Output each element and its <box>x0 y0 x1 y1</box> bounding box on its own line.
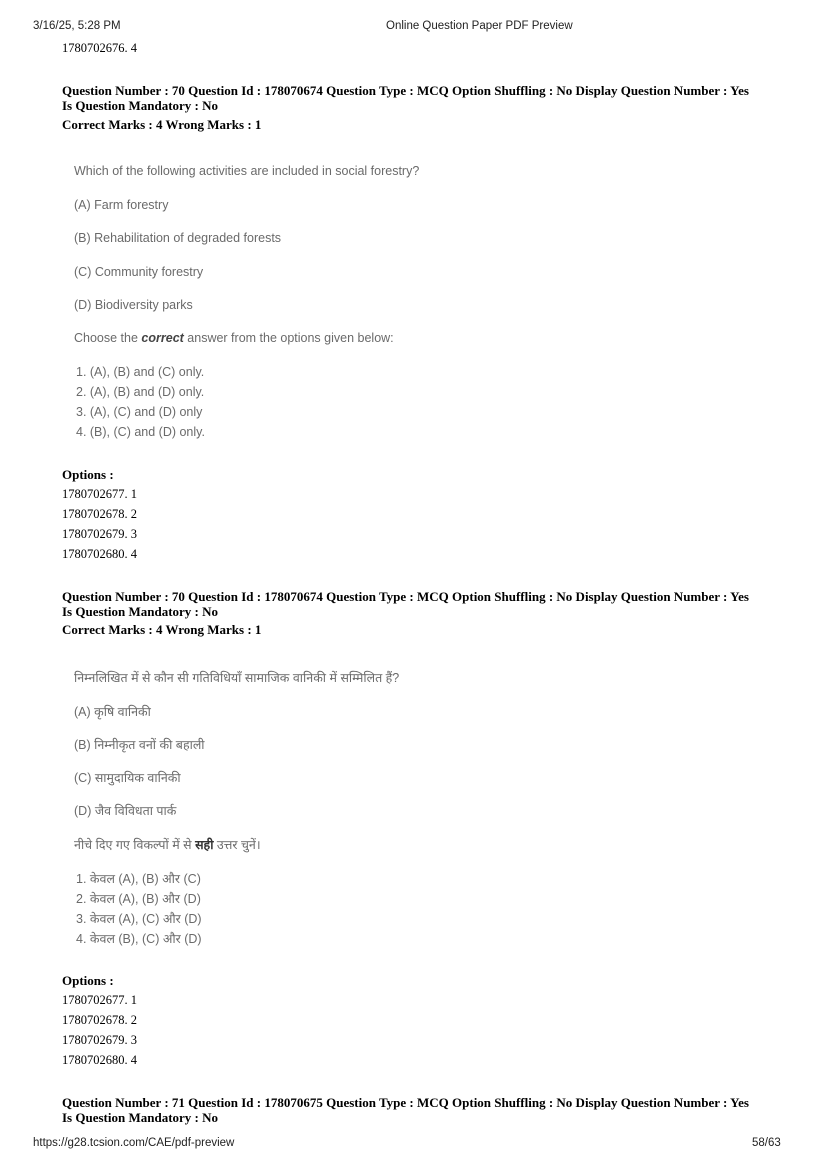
previous-option: 1780702676. 4 <box>62 41 137 55</box>
option-id: 1780702679. 3 <box>62 527 137 541</box>
question-meta-1: Question Number : 70 Question Id : 178070674 Question Type : MCQ Option Shuffling : No Display Question Number : Yes <box>62 83 749 98</box>
question-text: निम्नलिखित में से कौन सी गतिविधियाँ सामाजिक वानिकी में सम्मिलित हैं? <box>74 671 400 685</box>
print-title: Online Question Paper PDF Preview <box>386 20 573 32</box>
option-id: 1780702679. 3 <box>62 1033 137 1047</box>
question-mandatory: Is Question Mandatory : No <box>62 98 219 113</box>
answer-choice: 2. (A), (B) and (D) only. <box>76 385 205 399</box>
question-item: (A) Farm forestry <box>74 198 169 212</box>
option-id: 1780702680. 4 <box>62 1053 137 1067</box>
answer-choice: 3. (A), (C) and (D) only <box>76 405 203 419</box>
question-text: Which of the following activities are included in social forestry? <box>74 164 420 178</box>
question-marks: Correct Marks : 4 Wrong Marks : 1 <box>62 117 262 132</box>
option-id: 1780702680. 4 <box>62 547 137 561</box>
question-item: (B) निम्नीकृत वनों की बहाली <box>74 738 205 752</box>
print-datetime: 3/16/25, 5:28 PM <box>33 20 121 32</box>
question-item: (A) कृषि वानिकी <box>74 705 151 719</box>
option-id: 1780702678. 2 <box>62 1013 137 1027</box>
question-item: (B) Rehabilitation of degraded forests <box>74 231 282 245</box>
answer-choice: 1. केवल (A), (B) और (C) <box>76 872 201 886</box>
page-url: https://g28.tcsion.com/CAE/pdf-preview <box>33 1137 235 1149</box>
question-meta-1: Question Number : 70 Question Id : 178070674 Question Type : MCQ Option Shuffling : No Display Question Number : Yes <box>62 589 749 604</box>
question-marks: Correct Marks : 4 Wrong Marks : 1 <box>62 622 262 637</box>
option-id: 1780702677. 1 <box>62 487 137 501</box>
answer-choice: 2. केवल (A), (B) और (D) <box>76 892 201 906</box>
answer-choice: 4. (B), (C) and (D) only. <box>76 425 205 439</box>
page-number: 58/63 <box>752 1137 781 1149</box>
option-id: 1780702678. 2 <box>62 507 137 521</box>
question-mandatory: Is Question Mandatory : No <box>62 604 219 619</box>
question-item: (C) Community forestry <box>74 265 204 279</box>
choose-instruction: नीचे दिए गए विकल्पों में से सही उत्तर चुनें। <box>74 838 261 852</box>
option-id: 1780702677. 1 <box>62 993 137 1007</box>
question-item: (D) Biodiversity parks <box>74 298 193 312</box>
answer-choice: 4. केवल (B), (C) और (D) <box>76 932 202 946</box>
question-item: (D) जैव विविधता पार्क <box>74 804 177 818</box>
options-label: Options : <box>62 467 114 482</box>
answer-choice: 1. (A), (B) and (C) only. <box>76 365 205 379</box>
question-meta-1: Question Number : 71 Question Id : 178070675 Question Type : MCQ Option Shuffling : No Display Question Number : Yes <box>62 1095 749 1110</box>
question-item: (C) सामुदायिक वानिकी <box>74 771 181 785</box>
options-label: Options : <box>62 973 114 988</box>
choose-instruction: Choose the correct answer from the options given below: <box>74 331 394 345</box>
answer-choice: 3. केवल (A), (C) और (D) <box>76 912 202 926</box>
question-mandatory: Is Question Mandatory : No <box>62 1110 219 1125</box>
